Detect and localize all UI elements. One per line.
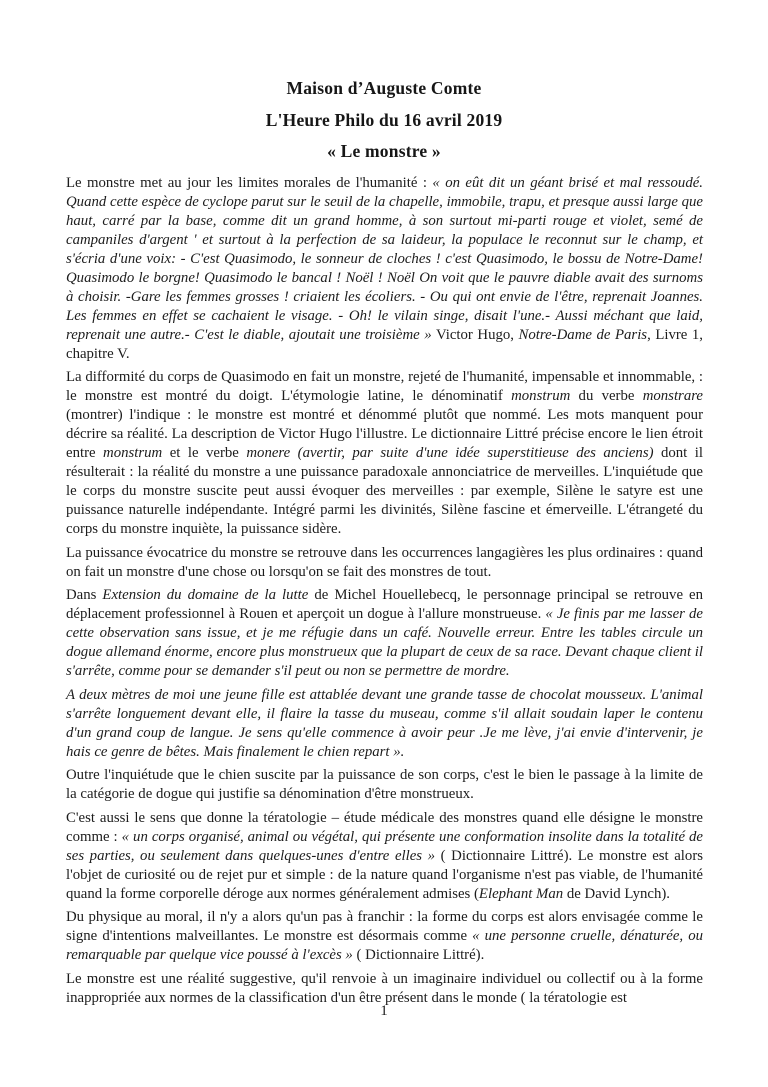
document-header	[0, 0, 768, 168]
paragraph	[66, 686, 703, 762]
text-run: du verbe	[570, 388, 643, 404]
text-run: monere (avertir, par suite d'une idée superstitieuse des anciens)	[246, 445, 654, 461]
paragraph	[66, 809, 703, 904]
text-run: Elephant Man	[478, 885, 564, 902]
paragraph	[66, 368, 703, 539]
text-run: et le verbe	[162, 445, 247, 461]
text-run: Notre-Dame de Paris	[518, 326, 648, 343]
paragraph	[66, 586, 703, 681]
text-run: « on eût dit un géant brisé et mal ressoudé. Quand cette espèce de cyclope parut sur le seuil de la chapelle, immobile, trapu, et presque aussi large que haut, carré par la base, comme dit un grand homme, à son surtout mi-parti rouge et violet, semé de campaniles d'argent ' et surtout à la perfection de sa laideur, la populace le reconnut sur le champ, et s'écria d'une voix: - C'est Quasimodo, le sonneur de cloches ! c'est Quasimodo, le bossu de Notre-Dame! Quasimodo le borgne! Quasimodo le bancal ! Noël ! Noël On voit que le pauvre diable avait des surnoms à choisir. -Gare les femmes grosses ! criaient les écoliers. - Ou qui ont envie de l'être, reprenait Joannes. Les femmes en effet se cachaient le visage. - Oh! le vilain singe, disait l'une.- Aussi méchant que laid, reprenait une autre.- C'est le diable, ajoutait une troisième »	[66, 174, 703, 343]
text-run: ( Dictionnaire Littré). Le monstre est alors l'objet de curiosité ou de rejet pur et simple : de la nature quand l'organisme n'est pas viable, de l'humanité quand la forme corporelle déroge aux normes généralement admises (	[66, 847, 704, 902]
paragraph	[66, 544, 703, 582]
text-run: dont il résulterait : la réalité du monstre a une puissance paradoxale annonciatrice de merveilles. L'inquiétude que le corps du monstre suscite peut aussi évoquer des merveilles : par exemple, Silène le satyre est une puissance naturelle indépendante. Intégré parmi les divinités, Silène fascine et émerveille. L'étrangeté du corps du monstre inquiète, la puissance sidère.	[66, 445, 703, 537]
text-run: « Je finis par me lasser de cette observation sans issue, et je me réfugie dans un café. Nouvelle erreur. Entre les tables circule un dogue allemand énorme, encore plus monstrueux que la plupart de ceux de sa race. Devant chaque client il s'arrête, comme pour se demander s'il peut ou non se permettre de mordre.	[66, 606, 703, 679]
text-run: Le monstre met au jour les limites morales de l'humanité :	[66, 174, 433, 191]
text-run: Du physique au moral, il n'y a alors qu'un pas à franchir : la forme du corps est alors envisagée comme le signe d'intentions malveillantes. Le monstre est désormais comme	[66, 909, 703, 944]
text-run: , Livre 1, chapitre V.	[66, 326, 703, 362]
paragraph	[66, 174, 703, 364]
page-number: 1	[380, 1003, 388, 1019]
text-run: « un corps organisé, animal ou végétal, qui présente une conformation insolite dans la totalité de ses parties, ou seulement dans quelques-unes d'entre elles »	[66, 828, 703, 864]
text-run: Victor Hugo,	[431, 326, 519, 343]
text-run: La puissance évocatrice du monstre se retrouve dans les occurrences langagières les plus ordinaires : quand on fait un monstre d'une chose ou lorsqu'on se fait des monstres de tout.	[66, 544, 703, 580]
document-body	[0, 168, 768, 1008]
text-run: Dans	[66, 587, 103, 603]
text-run: « une personne cruelle, dénaturée, ou remarquable par quelque vice poussé à l'excès »	[66, 928, 704, 963]
text-run: Outre l'inquiétude que le chien suscite par la puissance de son corps, c'est le bien le passage à la limite de la catégorie de dogue qui justifie sa dénomination d'être monstrueux.	[66, 767, 703, 802]
title-line-2: L'Heure Philo du 16 avril 2019	[265, 109, 503, 130]
text-run: A deux mètres de moi une jeune fille est attablée devant une grande tasse de chocolat mousseux. L'animal s'arrête longuement devant elle, il flaire la tasse du museau, comme s'il allait soudain laper le contenu d'un grand coup de langue. Je sens qu'elle commence à avoir peur .Je me lève, j'ai envie d'intervenir, je hais ce genre de bêtes. Mais finalement le chien repart ».	[66, 686, 703, 760]
text-run: monstrum	[103, 445, 163, 461]
text-run: de Michel Houellebecq, le personnage principal se retrouve en déplacement professionnel à Rouen et aperçoit un dogue à l'allure monstrueuse.	[66, 587, 703, 622]
paragraph	[66, 766, 703, 804]
text-run: (montrer) l'indique : le monstre est montré et dénommé plutôt que nommé. Les mots manquent pour décrire sa réalité. La description de Victor Hugo l'illustre. Le dictionnaire Littré précise encore le lien étroit entre	[66, 407, 703, 461]
text-run: La difformité du corps de Quasimodo en fait un monstre, rejeté de l'humanité, impensable et innommable, : le monstre est montré du doigt. L'étymologie latine, le dénominatif	[66, 369, 703, 404]
text-run: monstrare	[642, 388, 703, 404]
text-run: Extension du domaine de la lutte	[102, 587, 309, 603]
title-line-1: Maison d’Auguste Comte	[286, 78, 482, 98]
text-run: C'est aussi le sens que donne la tératologie – étude médicale des monstres quand elle désigne le monstre comme :	[66, 809, 703, 845]
text-run: Le monstre est une réalité suggestive, qu'il renvoie à un imaginaire individuel ou collectif ou à la forme inappropriée aux normes de la classification d'un être présent dans le monde ( la tératologie est	[66, 970, 703, 1006]
page-footer	[0, 1003, 768, 1020]
text-run: ( Dictionnaire Littré).	[352, 947, 485, 963]
text-run: de David Lynch).	[563, 885, 671, 902]
title-line-3: « Le monstre »	[327, 141, 441, 161]
text-run: monstrum	[511, 388, 571, 404]
paragraph	[66, 970, 703, 1008]
paragraph	[66, 908, 703, 965]
